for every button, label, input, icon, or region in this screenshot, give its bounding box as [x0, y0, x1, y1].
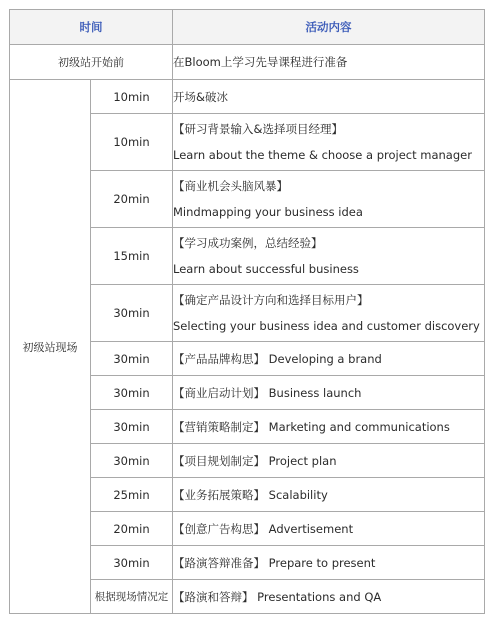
row-duration: 20min	[91, 171, 173, 228]
row-duration: 30min	[91, 444, 173, 478]
row-content-line: 【路演和答辩】 Presentations and QA	[173, 589, 382, 604]
row-content-line: 【确定产品设计方向和选择目标用户】	[173, 293, 369, 307]
row-content	[173, 580, 485, 614]
row-content	[173, 80, 485, 114]
table-row	[10, 80, 485, 114]
row-duration: 15min	[91, 228, 173, 285]
row-duration: 30min	[91, 376, 173, 410]
onsite-stage-label: 初级站现场	[10, 80, 91, 614]
row-content	[173, 171, 485, 228]
row-duration: 30min	[91, 342, 173, 376]
row-content-line: 【产品品牌构思】 Developing a brand	[173, 351, 382, 366]
row-content	[173, 410, 485, 444]
row-content-line: 【商业机会头脑风暴】	[173, 179, 288, 193]
header-time: 时间	[10, 10, 173, 45]
row-content	[173, 342, 485, 376]
row-content-line: Learn about the theme & choose a project manager	[173, 148, 472, 162]
row-content	[173, 285, 485, 342]
schedule-table	[9, 9, 485, 614]
table-header-row	[10, 10, 485, 45]
row-duration: 根据现场情况定	[91, 580, 173, 614]
row-content	[173, 114, 485, 171]
row-content	[173, 512, 485, 546]
row-content-line: 开场&破冰	[173, 89, 228, 104]
row-content-line: 【业务拓展策略】 Scalability	[173, 487, 328, 502]
row-content	[173, 444, 485, 478]
row-duration: 30min	[91, 285, 173, 342]
row-duration: 30min	[91, 410, 173, 444]
row-content	[173, 478, 485, 512]
pre-stage-content	[173, 45, 485, 80]
header-content: 活动内容	[173, 10, 485, 45]
row-content-line: 【营销策略制定】 Marketing and communications	[173, 419, 450, 434]
pre-stage-label: 初级站开始前	[10, 45, 173, 80]
row-content-line: 【研习背景输入&选择项目经理】	[173, 122, 343, 136]
row-content	[173, 546, 485, 580]
row-duration: 30min	[91, 546, 173, 580]
pre-stage-content-text: 在Bloom上学习先导课程进行准备	[173, 55, 348, 69]
pre-stage-row	[10, 45, 485, 80]
row-content-line: 【创意广告构思】 Advertisement	[173, 521, 354, 536]
row-content	[173, 376, 485, 410]
row-duration: 10min	[91, 114, 173, 171]
row-content-line: Selecting your business idea and customer discovery	[173, 319, 480, 333]
row-content-line: 【商业启动计划】 Business launch	[173, 385, 362, 400]
row-content-line: Learn about successful business	[173, 262, 359, 276]
row-content-line: 【路演答辩准备】 Prepare to present	[173, 555, 376, 570]
row-content	[173, 228, 485, 285]
row-content-line: 【学习成功案例，总结经验】	[173, 236, 323, 250]
row-duration: 20min	[91, 512, 173, 546]
row-content-line: Mindmapping your business idea	[173, 205, 363, 219]
row-duration: 25min	[91, 478, 173, 512]
row-content-line: 【项目规划制定】 Project plan	[173, 453, 337, 468]
row-duration: 10min	[91, 80, 173, 114]
